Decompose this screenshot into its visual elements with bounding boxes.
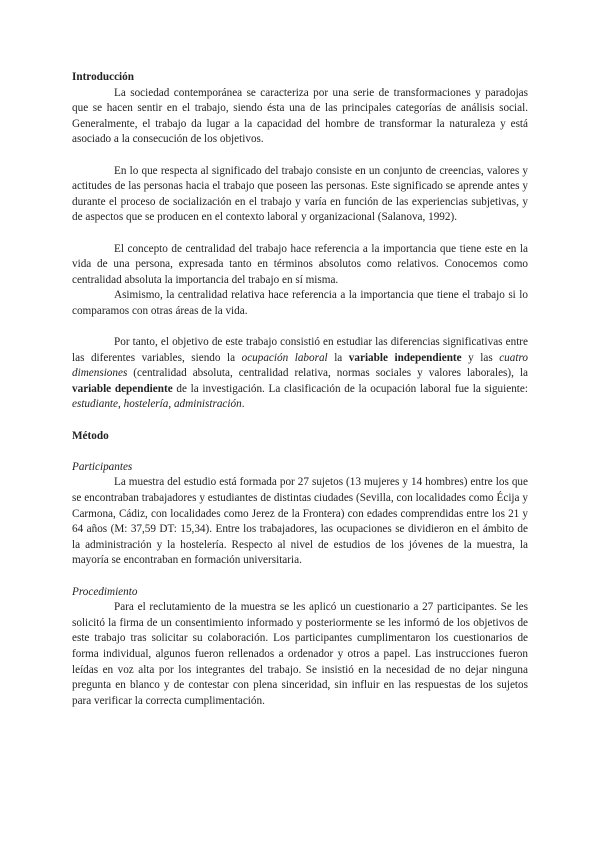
intro-heading: Introducción [72,71,134,83]
intro-paragraph-2: En lo que respecta al significado del trabajo consiste en un conjunto de creencias, valores y actitudes de las personas hacia el trabajo que poseen las personas. Este significado se aprende antes y durante el proceso de socialización en el trabajo y varía en función de las experiencias subjetivas, y de aspectos que se producen en el contexto laboral y organizacional (Salanova, 1992). [72,164,528,224]
p5-text-7: , [168,398,174,411]
p5-emph-administration: administración [173,398,242,411]
procedure-paragraph: Para el reclutamiento de la muestra se les aplicó un cuestionario a 27 participantes. Se les solicitó la firma de un consentimiento informado y posteriormente se les informó de los objetivos de este trabajo tras solicitar su colaboración. Los participantes cumplimentaron los cuestionarios de forma individual, algunos fueron rellenados a ordenador y otros a papel. Las instrucciones fueron leídas en voz alta por los integrantes del trabajo. Se insistió en la necesidad de no dejar ninguna pregunta en blanco y de contestar con plena sinceridad, sin influir en las respuestas de los sujetos para verificar la correcta cumplimentación. [72,601,528,707]
p5-text-6: , [118,398,124,411]
p5-emph-occupation: ocupación laboral [241,351,328,364]
p5-emph-dimensions: cuatro dimensiones [72,351,528,380]
p5-text-3: y las [461,351,500,364]
p5-bold-dependent: variable dependiente [72,382,173,395]
document-page [72,70,528,709]
intro-paragraph-3: El concepto de centralidad del trabajo hace referencia a la importancia que tiene este en la vida de una persona, expresada tanto en términos absolutos como relativos. Conocemos como centralidad absoluta la importancia del trabajo en sí misma. [72,242,528,286]
participants-heading: Participantes [72,460,133,473]
procedure-heading: Procedimiento [72,585,138,598]
p5-bold-independent: variable independiente [348,351,462,364]
p5-text-1: Por tanto, el objetivo de este trabajo consistió en estudiar las diferencias significativas entre las diferentes variables, siendo la [72,336,528,364]
p5-text-4: (centralidad absoluta, centralidad relativa, normas sociales y valores laborales), la [127,367,528,380]
p5-text-2: la [327,351,349,364]
intro-paragraph-1: La sociedad contemporánea se caracteriza por una serie de transformaciones y paradojas que se hacen sentir en el trabajo, siendo ésta una de las principales categorías de análisis social. Generalmente, el trabajo da lugar a la capacidad del hombre de transformar la naturaleza y está asociado a la consecución de los objetivos. [72,86,528,146]
method-heading: Método [72,429,109,442]
intro-paragraph-4: Asimismo, la centralidad relativa hace referencia a la importancia que tiene el trabajo si lo comparamos con otras áreas de la vida. [72,289,528,317]
participants-paragraph: La muestra del estudio está formada por 27 sujetos (13 mujeres y 14 hombres) entre los que se encontraban trabajadores y estudiantes de distintas ciudades (Sevilla, con localidades como Écija y Carmona, Cádiz, con localidades como Jerez de la Frontera) con edades comprendidas entre los 21 y 64 años (M: 37,59 DT: 15,34). Entre los trabajadores, las ocupaciones se dividieron en el ámbito de la administración y la hostelería. Respecto al nivel de estudios de los jóvenes de la muestra, la mayoría se encontraban en formación universitaria. [72,476,528,567]
p5-text-5: de la investigación. La clasificación de la ocupación laboral fue la siguiente: [172,382,528,395]
p5-emph-hospitality: hostelería [123,398,169,411]
p5-emph-student: estudiante [72,398,118,411]
intro-paragraph-5 [72,335,528,413]
p5-text-8: . [241,398,245,411]
